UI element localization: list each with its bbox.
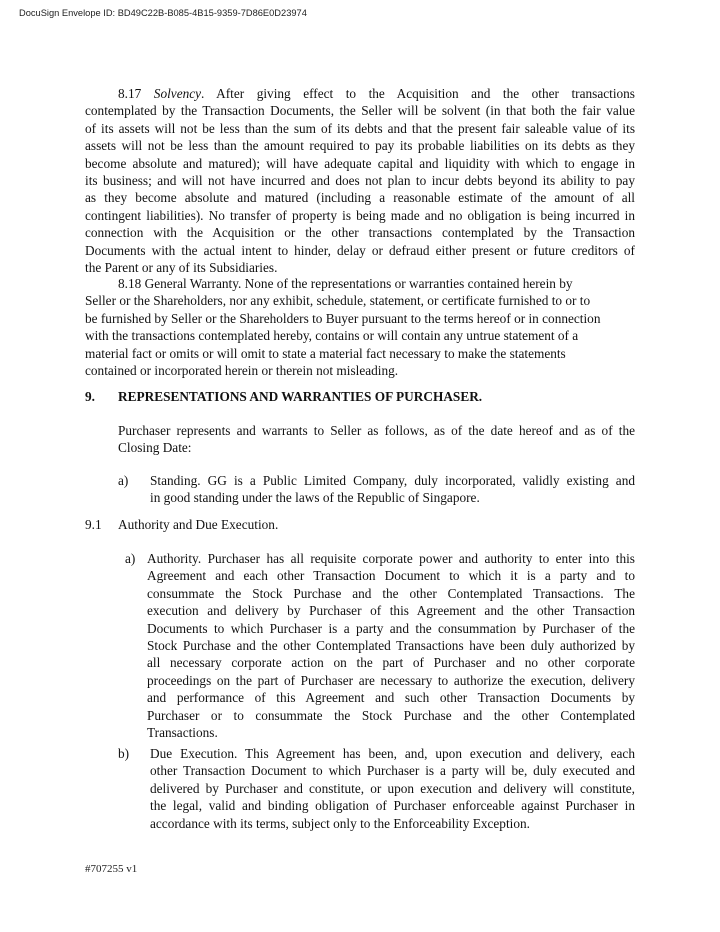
- paragraph-line: Standing. GG is a Public Limited Company, duly incorporated, validly existing and: [150, 473, 635, 488]
- paragraph-line: other Transaction Document to which Purchaser is a party will be, duly executed and: [150, 763, 635, 779]
- paragraph-line: contemplated by the Transaction Documents, the Seller will be solvent (in that both the fair value: [85, 103, 635, 119]
- paragraph-line: the legal, valid and binding obligation of Purchaser enforceable against Purchaser in: [150, 798, 635, 814]
- paragraph-line: the Parent or any of its Subsidiaries.: [85, 259, 278, 275]
- list-marker: b): [118, 746, 130, 761]
- paragraph-line: Transactions.: [147, 724, 218, 740]
- list-marker: a): [125, 551, 136, 566]
- paragraph-line: in good standing under the laws of the Republic of Singapore.: [150, 490, 480, 506]
- paragraph-line: contained or incorporated herein or therein not misleading.: [85, 363, 399, 379]
- paragraph-line: become absolute and matured); will have adequate capital and liquidity with which to engage in: [85, 155, 635, 171]
- paragraph-line: assets will not be less than the amount required to pay its probable liabilities on its debts as they: [85, 138, 635, 154]
- paragraph-line: material fact or omits or will omit to state a material fact necessary to make the statements: [85, 345, 566, 361]
- paragraph-line: and performance of this Agreement and such other Transaction Documents by: [147, 690, 635, 706]
- paragraph-line: Purchaser or to consummate the Stock Purchase and the other Contemplated: [147, 707, 635, 723]
- paragraph-line: Due Execution. This Agreement has been, and, upon execution and delivery, each: [150, 746, 635, 761]
- section-9-title: REPRESENTATIONS AND WARRANTIES OF PURCHASER.: [118, 389, 483, 404]
- section-title: Solvency: [153, 86, 202, 101]
- paragraph-line: be furnished by Seller or the Shareholders to Buyer pursuant to the terms hereof or in connection: [85, 310, 601, 326]
- paragraph-line: Purchaser represents and warrants to Seller as follows, as of the date hereof and as of the: [118, 423, 635, 438]
- paragraph-line: all necessary corporate action on the part of Purchaser and no other corporate: [147, 655, 635, 671]
- section-9-number: 9.: [85, 389, 95, 404]
- paragraph-line: Stock Purchase and the other Contemplated Transactions have been duly authorized by: [147, 637, 635, 653]
- section-8-17: [85, 85, 635, 276]
- paragraph-line: Authority. Purchaser has all requisite corporate power and authority to enter into this: [147, 551, 635, 566]
- document-footer-id: #707255 v1: [85, 863, 138, 875]
- section-8-18: [85, 275, 635, 379]
- paragraph-line: as they become absolute and matured (including a reasonable estimate of the amount of all: [85, 190, 635, 206]
- due-execution-item: [150, 745, 635, 832]
- section-9-1-title: Authority and Due Execution.: [118, 517, 279, 532]
- paragraph-line: delivered by Purchaser and constitute, or upon execution and delivery will constitute,: [150, 780, 635, 796]
- paragraph-line: with the transactions contemplated hereby, contains or will contain any untrue statement of a: [85, 328, 579, 344]
- paragraph-line: Seller or the Shareholders, nor any exhibit, schedule, statement, or certificate furnished to or to: [85, 293, 591, 309]
- paragraph-line: Documents to which Purchaser is a party and the consummation by Purchaser of the: [147, 620, 635, 636]
- envelope-id: DocuSign Envelope ID: BD49C22B-B085-4B15-9359-7D86E0D23974: [19, 8, 307, 18]
- paragraph-line: 8.18 General Warranty. None of the representations or warranties contained herein by: [118, 276, 573, 291]
- paragraph-line: proceedings on the part of Purchaser are necessary to authorize the execution, delivery: [147, 672, 635, 688]
- standing-item: [150, 472, 635, 507]
- section-9-1-number: 9.1: [85, 517, 102, 532]
- list-marker: a): [118, 473, 129, 488]
- paragraph-line: its business; and will not have incurred and does not plan to incur debts beyond its ability to pay: [85, 172, 635, 188]
- paragraph-line: of its assets will not be less than the sum of its debts and that the present fair saleable value of its: [85, 120, 635, 136]
- section-9-intro: [118, 422, 635, 457]
- paragraph-line: [85, 85, 635, 102]
- paragraph-line: Closing Date:: [118, 440, 192, 456]
- section-number: 8.17: [118, 86, 142, 101]
- paragraph-line: accordance with its terms, subject only to the Enforceability Exception.: [150, 815, 530, 831]
- paragraph-line: Agreement and each other Transaction Document to which it is a party and to: [147, 568, 635, 584]
- paragraph-line: connection with the Acquisition or the other transactions contemplated by the Transaction: [85, 225, 635, 241]
- paragraph-line: Documents with the actual intent to hinder, delay or defraud either present or future creditors of: [85, 242, 635, 258]
- authority-item: [147, 550, 635, 741]
- paragraph-line: contingent liabilities). No transfer of property is being made and no obligation is being incurred in: [85, 207, 635, 223]
- section-text: . After giving effect to the Acquisition and the other transactions: [201, 86, 635, 101]
- paragraph-line: consummate the Stock Purchase and the other Contemplated Transactions. The: [147, 585, 635, 601]
- paragraph-line: execution and delivery by Purchaser of this Agreement and the other Transaction: [147, 603, 635, 619]
